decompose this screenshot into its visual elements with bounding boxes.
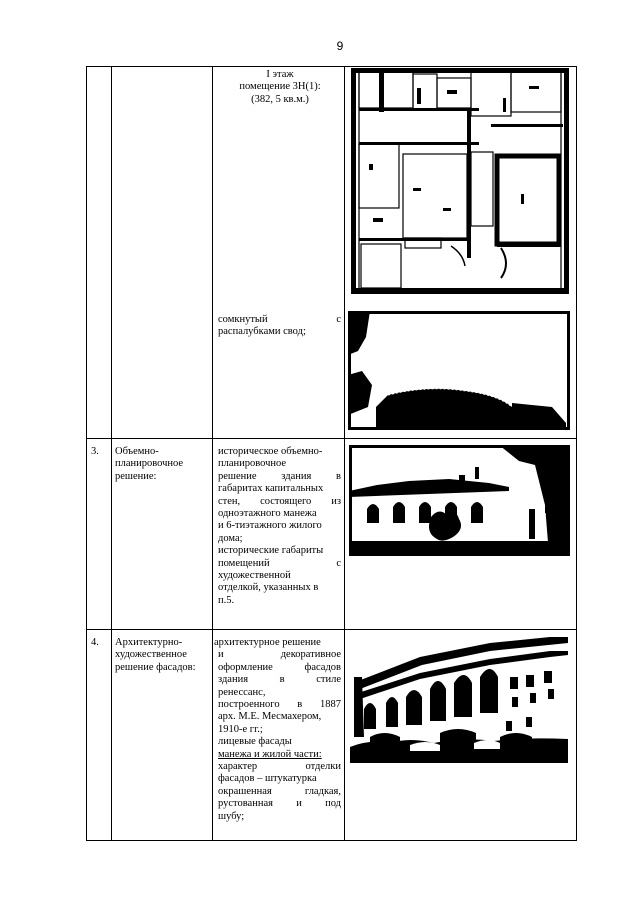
row-4-desc-line: фасадов – штукатурка [218, 773, 317, 785]
row-3-label-line: планировочное [115, 458, 184, 470]
floor-title [218, 69, 342, 106]
row-4-label [115, 637, 212, 674]
row-4-description [214, 637, 341, 823]
row-3-label-line: решение: [115, 470, 157, 482]
row-4-desc-line: шубу; [218, 810, 245, 822]
floor-title-line: помещение 3Н(1): [239, 81, 321, 93]
row-4-label-line: решение фасадов: [115, 661, 196, 673]
floor-title-line: I этаж [266, 69, 294, 80]
vault-description [218, 314, 341, 339]
floor-plan-image [351, 68, 569, 294]
row-3-label [115, 446, 210, 483]
row-3-desc-line: решение здания в [218, 470, 341, 482]
row-3-label-line: Объемно- [115, 446, 159, 457]
row-4-desc-line: окрашенная гладкая, [218, 785, 341, 797]
row-4-desc-line: манежа и жилой части: [218, 748, 322, 760]
row-3-desc-line: художественной [218, 570, 291, 582]
row-4-desc-line: построенного в 1887 [218, 699, 341, 711]
row-4-desc-line: ренессанс, [218, 686, 266, 698]
row-4-desc-line: рустованная и под [218, 798, 341, 810]
row-3-desc-line: помещений с [218, 557, 341, 569]
vault-photo [348, 311, 570, 430]
row-4-desc-line: 1910-е гг.; [218, 723, 263, 735]
row-4-desc-line: лицевые фасады [218, 736, 292, 748]
row-4-label-line: Архитектурно- [115, 637, 183, 648]
row-3-desc-line: исторические габариты [218, 545, 324, 557]
row-3-desc-line: стен, состоящего из [218, 495, 341, 507]
row-4-desc-line: архитектурное решение [214, 637, 321, 648]
vault-line: распалубками свод; [218, 326, 306, 338]
building-volume-photo [349, 445, 570, 556]
vault-line: сомкнутый с [218, 314, 341, 325]
row-4-desc-line: оформление фасадов [218, 661, 341, 673]
row-3-desc-line: и 6-тиэтажного жилого [218, 520, 322, 532]
row-4-desc-line: характер отделки [218, 761, 341, 773]
row-number-3: 3. [91, 446, 99, 457]
page-number: 9 [336, 39, 344, 53]
row-3-desc-line: одноэтажного манежа [218, 508, 317, 520]
row-3-description [218, 446, 341, 607]
row-3-desc-line: п.5. [218, 594, 235, 606]
row-3-desc-line: габаритах капитальных [218, 483, 324, 495]
row-3-desc-line: дома; [218, 532, 243, 544]
row-4-label-line: художественное [115, 649, 187, 661]
row-4-desc-line: здания в стиле [218, 674, 341, 686]
floor-title-line: (382, 5 кв.м.) [251, 93, 309, 105]
row-number-4: 4. [91, 637, 99, 648]
row-3-desc-line: отделкой, указанных в [218, 582, 319, 594]
row-3-desc-line: планировочное [218, 458, 287, 470]
facade-photo [350, 637, 568, 763]
row-3-desc-line: историческое объемно- [218, 446, 323, 457]
row-4-desc-line: и декоративное [218, 649, 341, 661]
row-4-desc-line: арх. М.Е. Месмахером, [218, 711, 322, 723]
